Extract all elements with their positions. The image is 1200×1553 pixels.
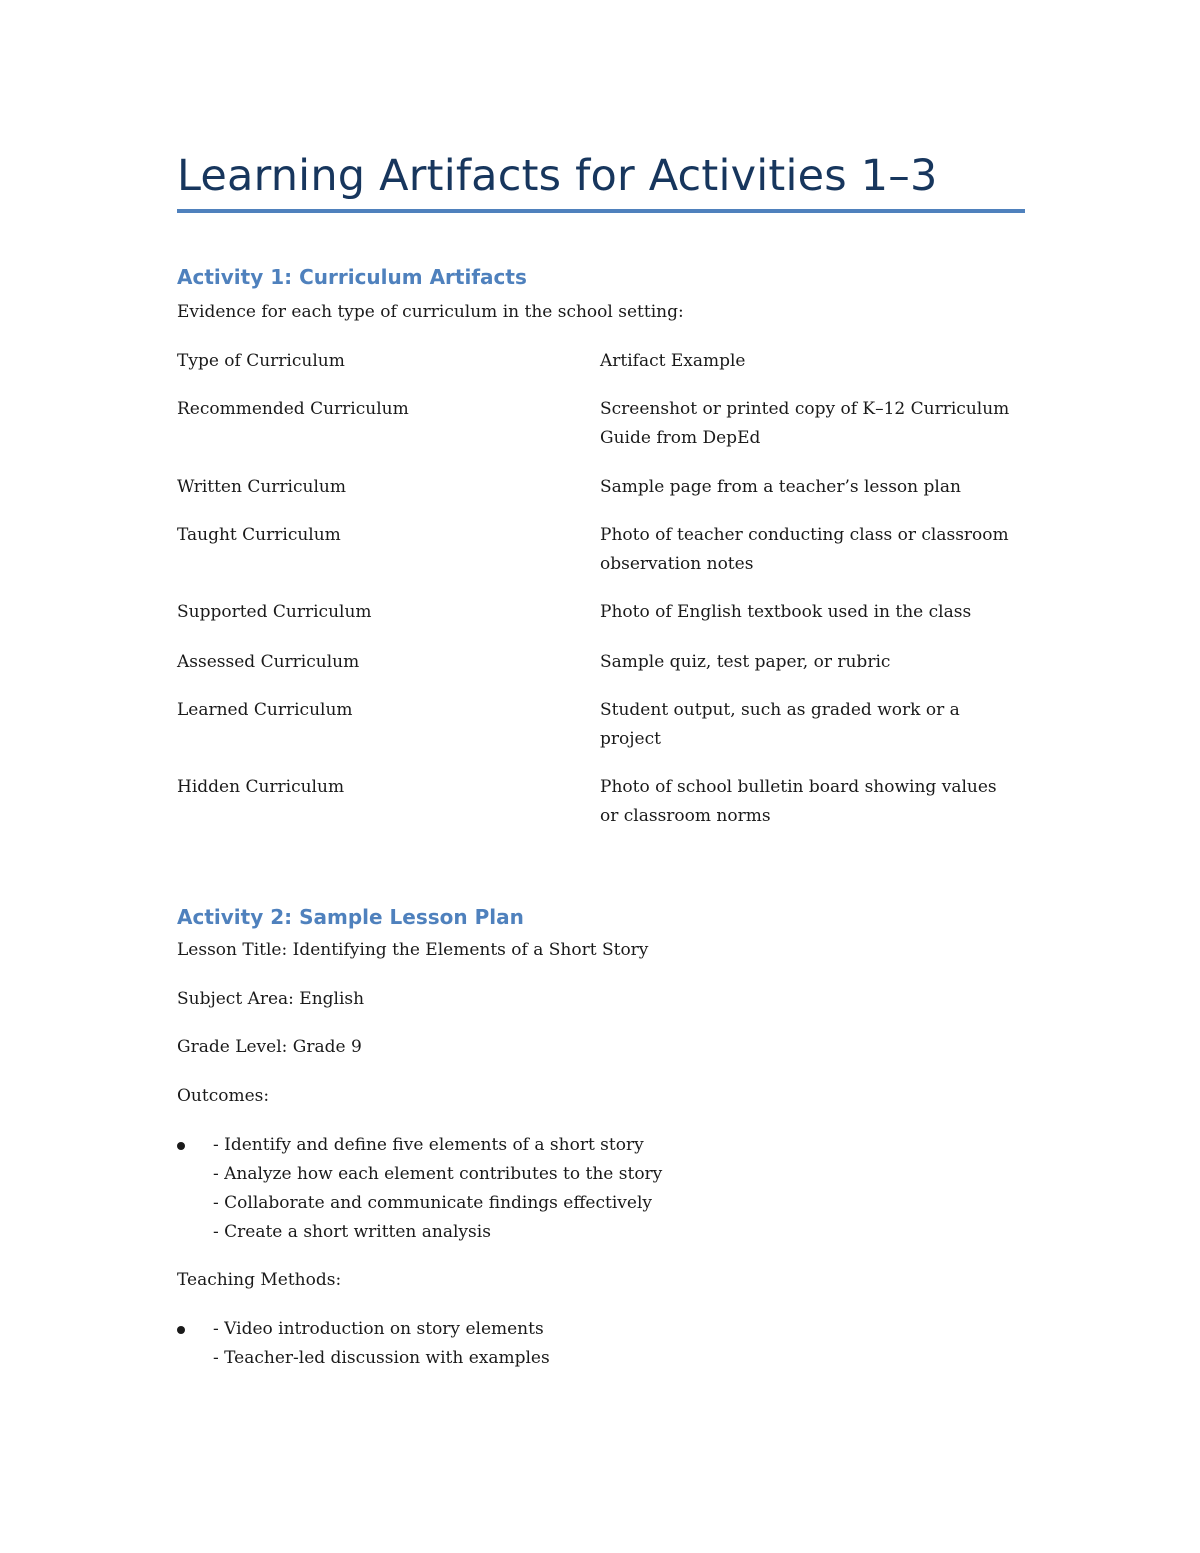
list-item: - Teacher-led discussion with examples	[213, 1348, 550, 1368]
table-cell-artifact: Student output, such as graded work or a project	[600, 700, 960, 749]
table-cell-type: Supported Curriculum	[177, 602, 372, 622]
document-title: Learning Artifacts for Activities 1–3	[177, 151, 938, 201]
table-cell-artifact: Photo of school bulletin board showing values or classroom norms	[600, 777, 997, 826]
lesson-title: Lesson Title: Identifying the Elements of a Short Story	[177, 940, 649, 960]
activity2-heading: Activity 2: Sample Lesson Plan	[177, 905, 524, 929]
methods-label: Teaching Methods:	[177, 1270, 342, 1290]
list-item: - Identify and define five elements of a short story	[213, 1135, 644, 1155]
table-cell-type: Taught Curriculum	[177, 525, 341, 545]
table-cell-type: Hidden Curriculum	[177, 777, 345, 797]
list-item: - Create a short written analysis	[213, 1222, 491, 1242]
table-cell-type: Assessed Curriculum	[177, 652, 360, 672]
table-header-type: Type of Curriculum	[177, 351, 345, 371]
table-cell-artifact: Photo of teacher conducting class or classroom observation notes	[600, 525, 1009, 574]
table-cell-artifact: Sample quiz, test paper, or rubric	[600, 652, 891, 672]
title-underline	[177, 209, 1025, 213]
table-header-artifact: Artifact Example	[600, 351, 746, 371]
table-cell-artifact: Sample page from a teacher’s lesson plan	[600, 477, 961, 497]
subject-area: Subject Area: English	[177, 989, 365, 1009]
list-item: - Video introduction on story elements	[213, 1319, 544, 1339]
outcomes-label: Outcomes:	[177, 1086, 270, 1106]
activity1-intro: Evidence for each type of curriculum in the school setting:	[177, 302, 684, 322]
table-cell-type: Learned Curriculum	[177, 700, 353, 720]
activity1-heading: Activity 1: Curriculum Artifacts	[177, 265, 527, 289]
bullet-icon	[177, 1142, 185, 1150]
list-item: - Analyze how each element contributes to the story	[213, 1164, 663, 1184]
table-cell-artifact: Photo of English textbook used in the class	[600, 602, 972, 622]
list-item: - Collaborate and communicate findings effectively	[213, 1193, 652, 1213]
table-cell-type: Written Curriculum	[177, 477, 346, 497]
grade-level: Grade Level: Grade 9	[177, 1037, 362, 1057]
bullet-icon	[177, 1326, 185, 1334]
table-cell-type: Recommended Curriculum	[177, 399, 409, 419]
table-cell-artifact: Screenshot or printed copy of K–12 Curriculum Guide from DepEd	[600, 399, 1010, 448]
